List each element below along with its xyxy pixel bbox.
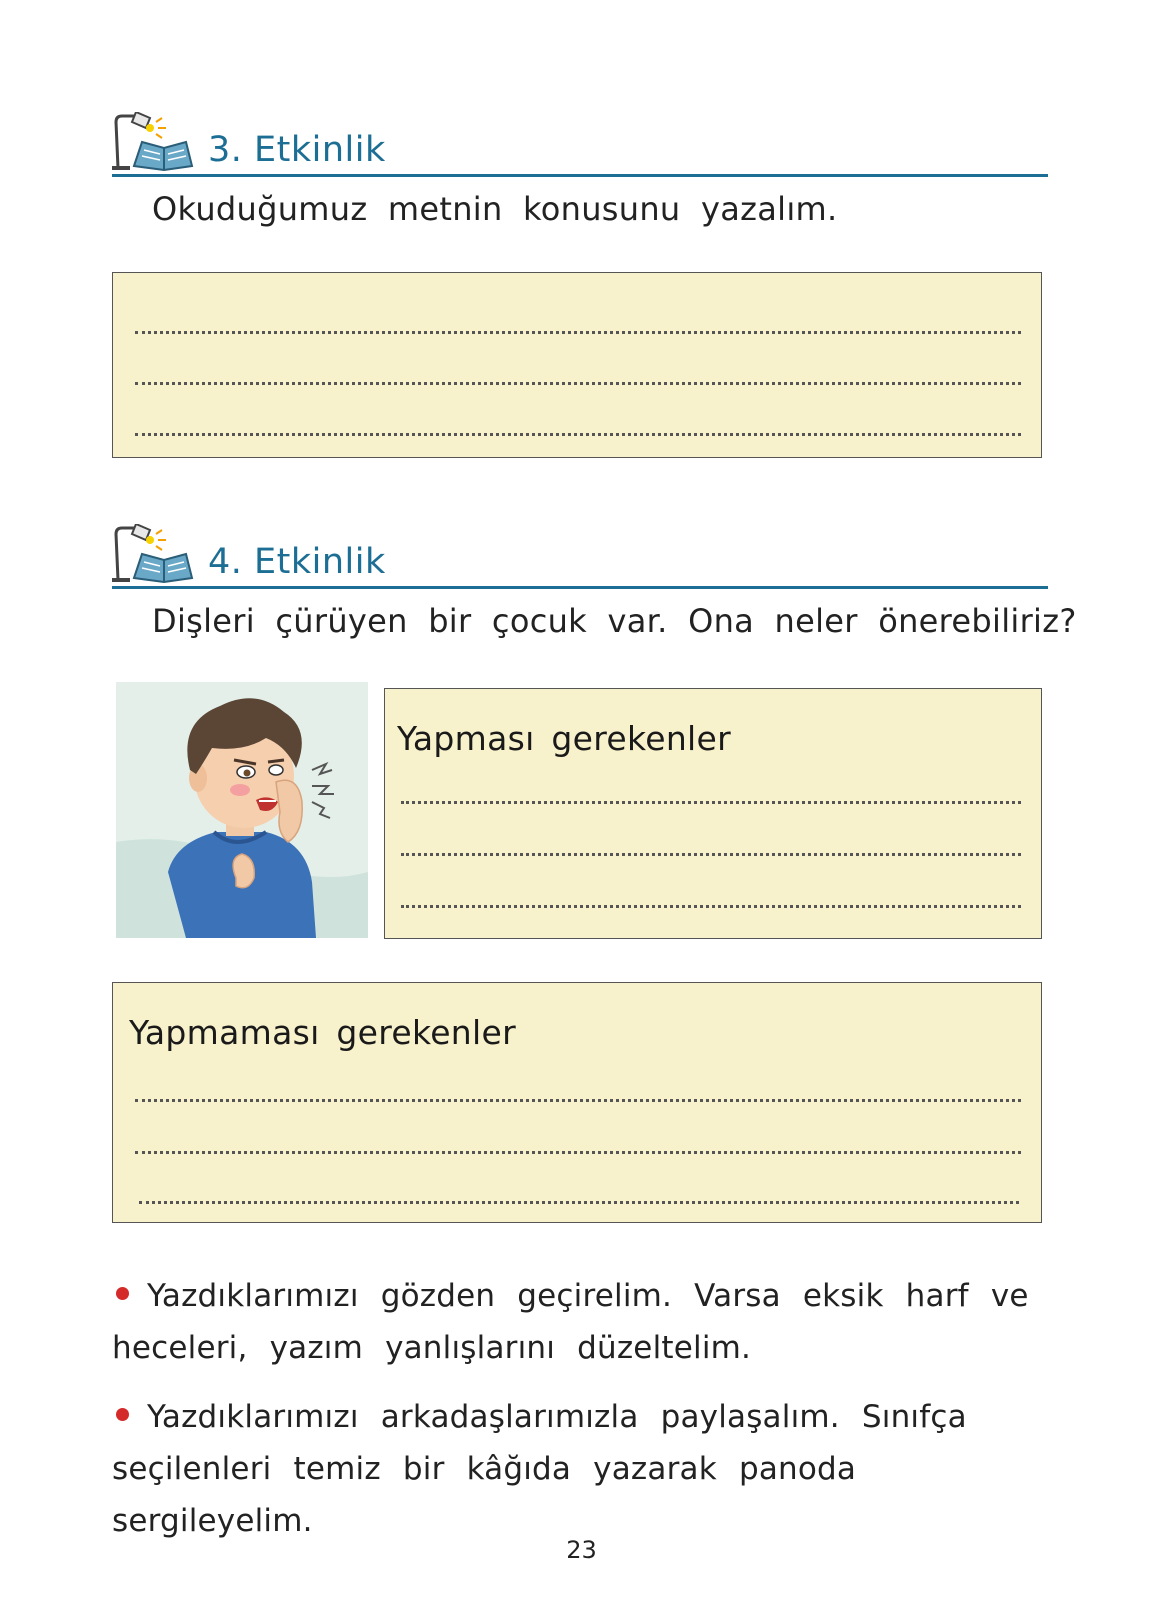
writing-line-8[interactable] — [135, 1151, 1021, 1154]
note-share — [112, 1391, 1052, 1547]
should-do-label: Yapması gerekenler — [397, 719, 731, 758]
lamp-book-icon — [112, 524, 194, 584]
activity-4-heading — [112, 524, 1048, 589]
lamp-book-icon — [112, 112, 194, 172]
writing-line-1[interactable] — [135, 331, 1021, 334]
writing-line-9[interactable] — [139, 1201, 1019, 1204]
writing-line-6[interactable] — [401, 905, 1021, 908]
page-number: 23 — [566, 1536, 597, 1564]
writing-line-2[interactable] — [135, 382, 1021, 385]
activity-3-heading — [112, 112, 1048, 177]
activity-3-title: 3. Etkinlik — [208, 130, 386, 170]
topic-writing-box — [112, 272, 1042, 458]
activity-4-instruction: Dişleri çürüyen bir çocuk var. Ona neler önerebiliriz? — [152, 602, 1077, 640]
writing-line-7[interactable] — [135, 1099, 1021, 1102]
note-proofread — [112, 1270, 1052, 1374]
note-share-text: Yazdıklarımızı arkadaşlarımızla paylaşalım. Sınıfça seçilenleri temiz bir kâğıda yazarak panoda sergileyelim. — [112, 1399, 967, 1539]
bullet-dot-icon — [116, 1408, 129, 1421]
writing-line-4[interactable] — [401, 801, 1021, 804]
activity-3-instruction: Okuduğumuz metnin konusunu yazalım. — [152, 190, 838, 228]
writing-line-3[interactable] — [135, 433, 1021, 436]
bullet-dot-icon — [116, 1287, 129, 1300]
should-do-box — [384, 688, 1042, 939]
should-not-do-label: Yapmaması gerekenler — [129, 1013, 516, 1052]
boy-toothache-illustration — [116, 682, 368, 938]
should-not-do-box — [112, 982, 1042, 1223]
writing-line-5[interactable] — [401, 853, 1021, 856]
note-proofread-text: Yazdıklarımızı gözden geçirelim. Varsa eksik harf ve heceleri, yazım yanlışlarını düzeltelim. — [112, 1278, 1029, 1366]
activity-4-title: 4. Etkinlik — [208, 542, 386, 582]
